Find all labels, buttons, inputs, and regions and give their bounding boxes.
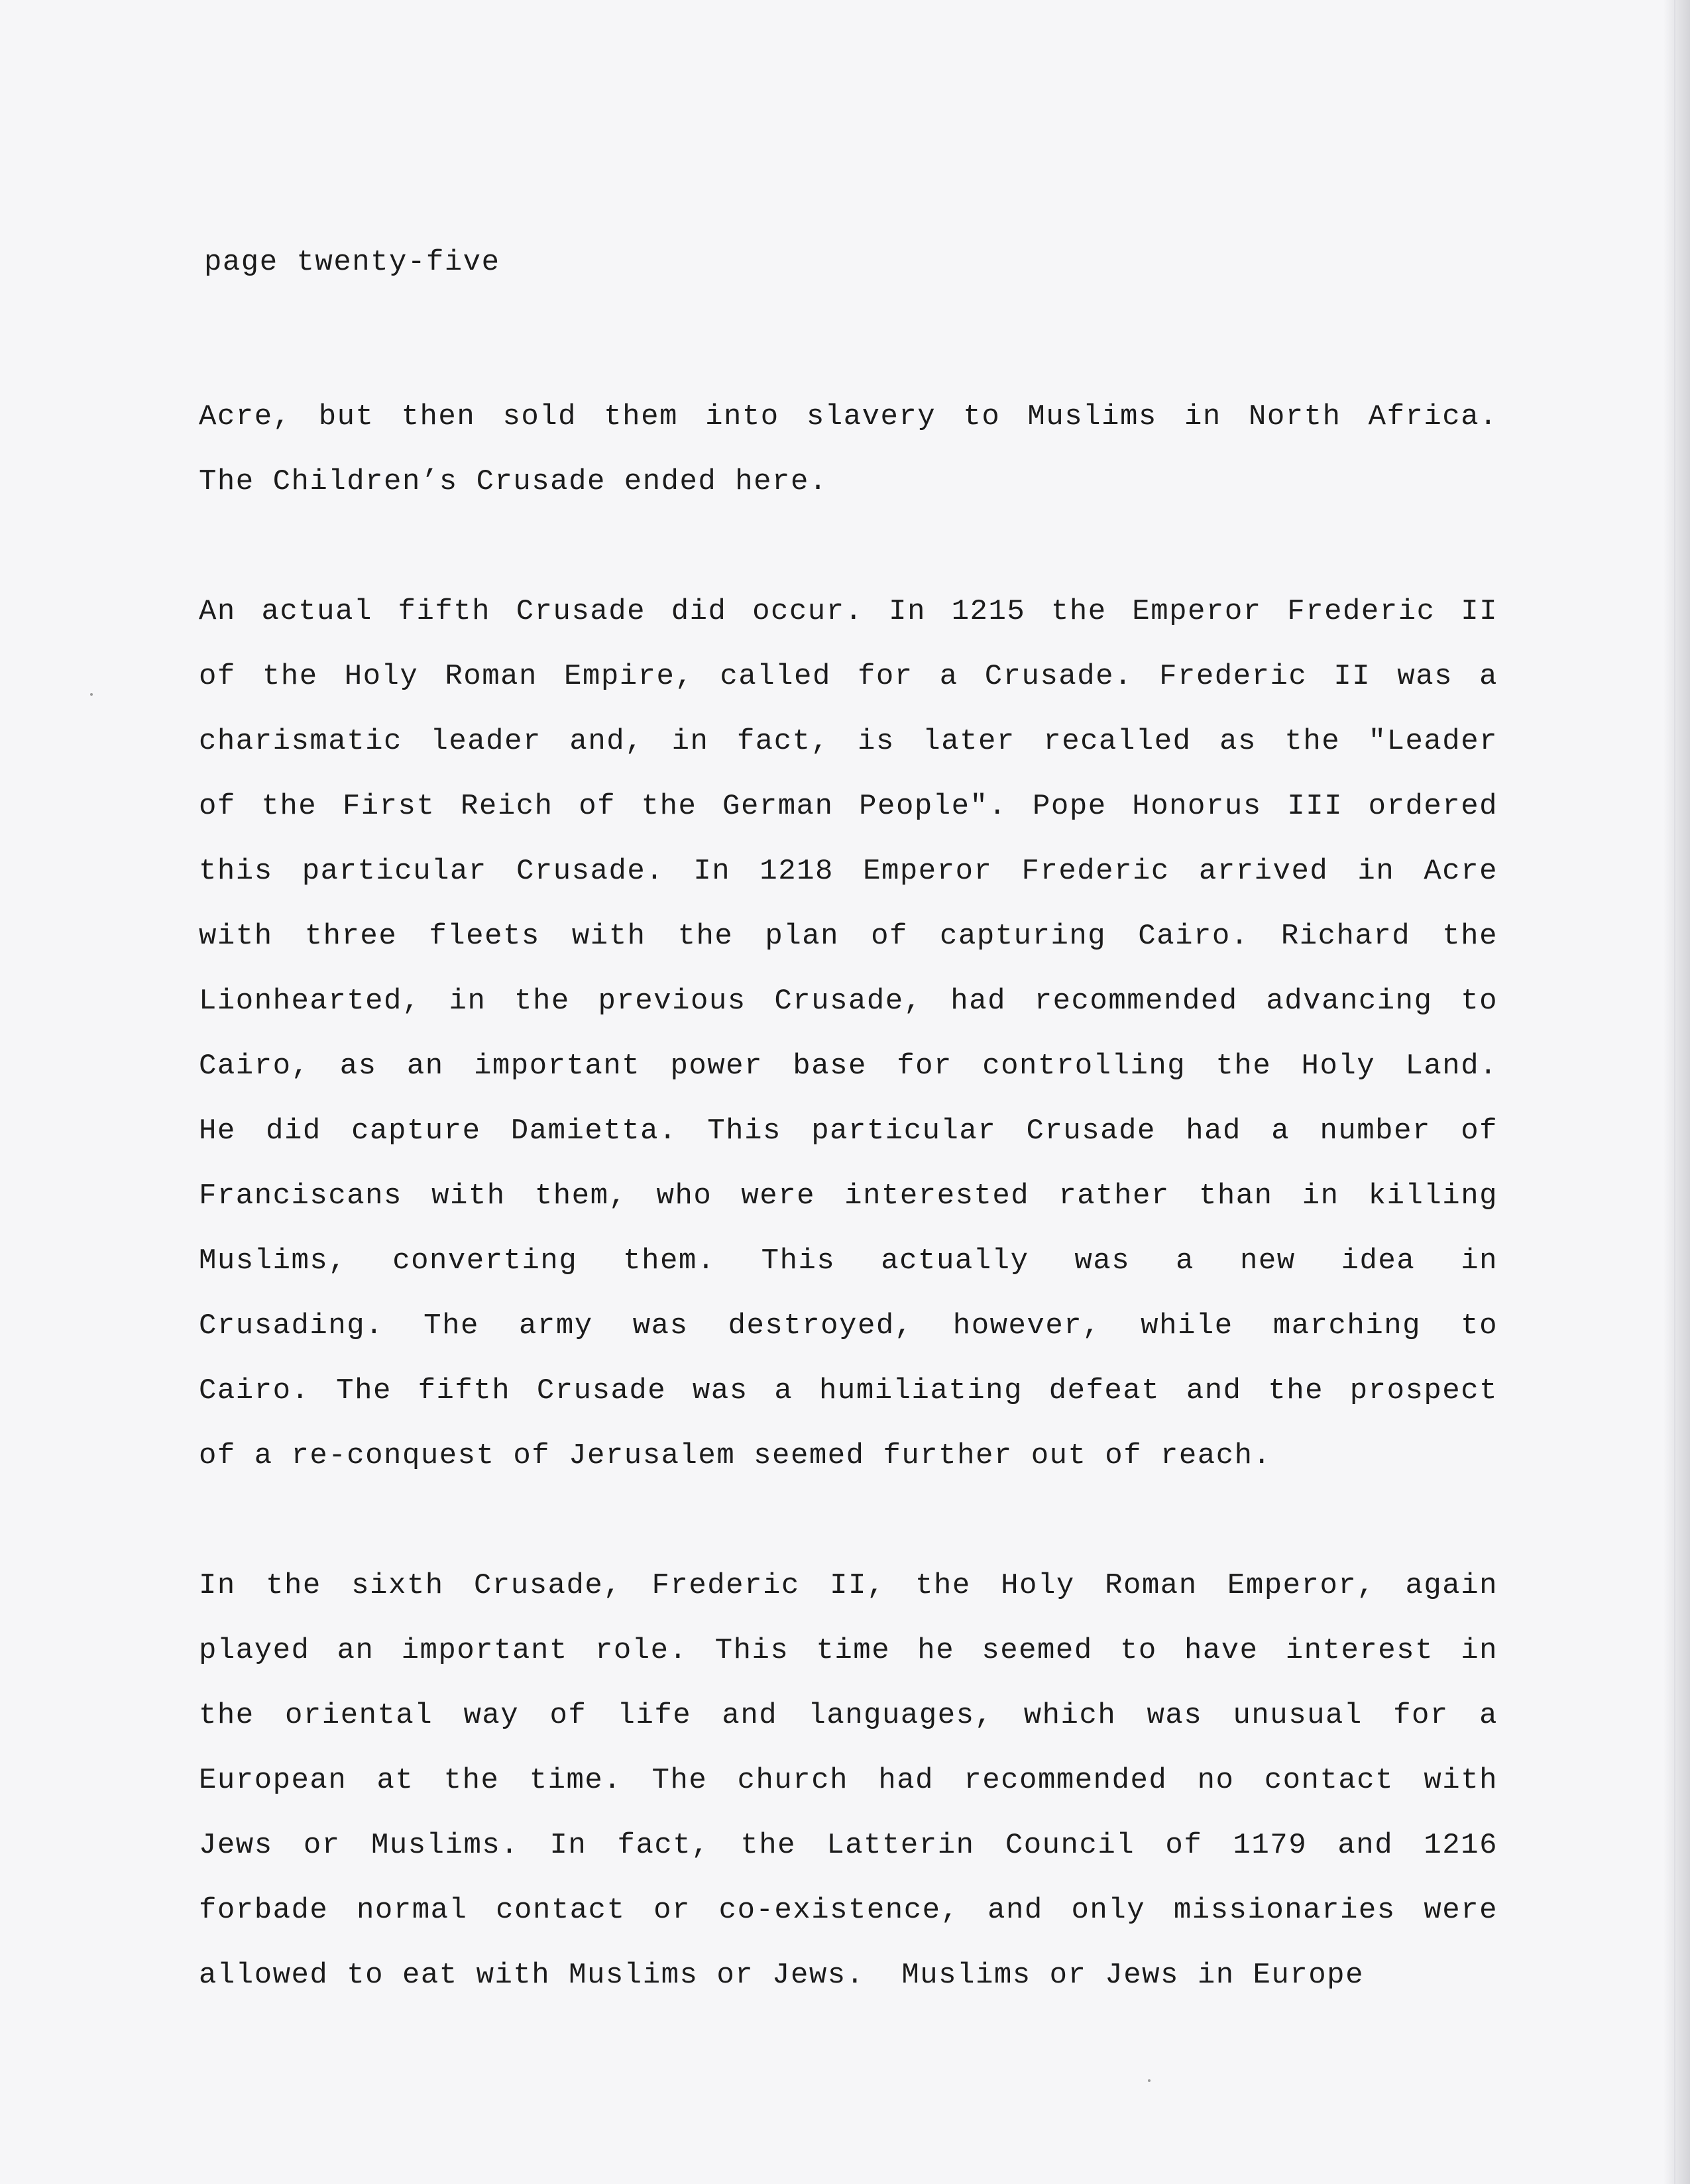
paragraph-3: [199, 1553, 1498, 2008]
text-line: this particular Crusade. In 1218 Emperor Frederic arrived in Acre: [199, 855, 1498, 888]
text-line: charismatic leader and, in fact, is later recalled as the "Leader: [199, 725, 1498, 758]
text-line: of the Holy Roman Empire, called for a Crusade. Frederic II was a: [199, 660, 1498, 693]
text-line: In the sixth Crusade, Frederic II, the Holy Roman Emperor, again: [199, 1569, 1498, 1602]
paragraph-2: [199, 579, 1498, 1488]
text-line: Lionhearted, in the previous Crusade, had recommended advancing to: [199, 985, 1498, 1018]
text-line: Cairo. The fifth Crusade was a humiliating defeat and the prospect: [199, 1374, 1498, 1407]
text-line: with three fleets with the plan of capturing Cairo. Richard the: [199, 920, 1498, 953]
text-line: Franciscans with them, who were interested rather than in killing: [199, 1179, 1498, 1213]
page-edge-shadow: [1663, 0, 1690, 2184]
text-line: played an important role. This time he seemed to have interest in: [199, 1634, 1498, 1667]
text-line: Crusading. The army was destroyed, however, while marching to: [199, 1309, 1498, 1342]
text-line: Jews or Muslims. In fact, the Latterin Council of 1179 and 1216: [199, 1829, 1498, 1862]
document-body: [199, 239, 1498, 2073]
text-line: forbade normal contact or co-existence, and only missionaries were: [199, 1894, 1498, 1927]
text-line: An actual fifth Crusade did occur. In 1215 the Emperor Frederic II: [199, 595, 1498, 628]
text-line: of a re-conquest of Jerusalem seemed further out of reach.: [199, 1439, 1272, 1472]
text-line: allowed to eat with Muslims or Jews. Muslims or Jews in Europe: [199, 1959, 1364, 1992]
page-edge-line: [1674, 0, 1675, 2184]
scan-speck: [1148, 2079, 1151, 2082]
text-line: Acre, but then sold them into slavery to Muslims in North Africa.: [199, 400, 1498, 433]
text-line: The Children’s Crusade ended here.: [199, 465, 828, 498]
text-line: Muslims, converting them. This actually was a new idea in: [199, 1244, 1498, 1278]
text-line: the oriental way of life and languages, which was unusual for a: [199, 1699, 1498, 1732]
page-number-label: page twenty-five: [204, 246, 500, 279]
text-line: Cairo, as an important power base for controlling the Holy Land.: [199, 1050, 1498, 1083]
paragraph-1: [199, 384, 1498, 514]
text-line: of the First Reich of the German People". Pope Honorus III ordered: [199, 790, 1498, 823]
scan-speck: [90, 693, 93, 696]
text-line: He did capture Damietta. This particular Crusade had a number of: [199, 1115, 1498, 1148]
text-line: European at the time. The church had recommended no contact with: [199, 1764, 1498, 1797]
